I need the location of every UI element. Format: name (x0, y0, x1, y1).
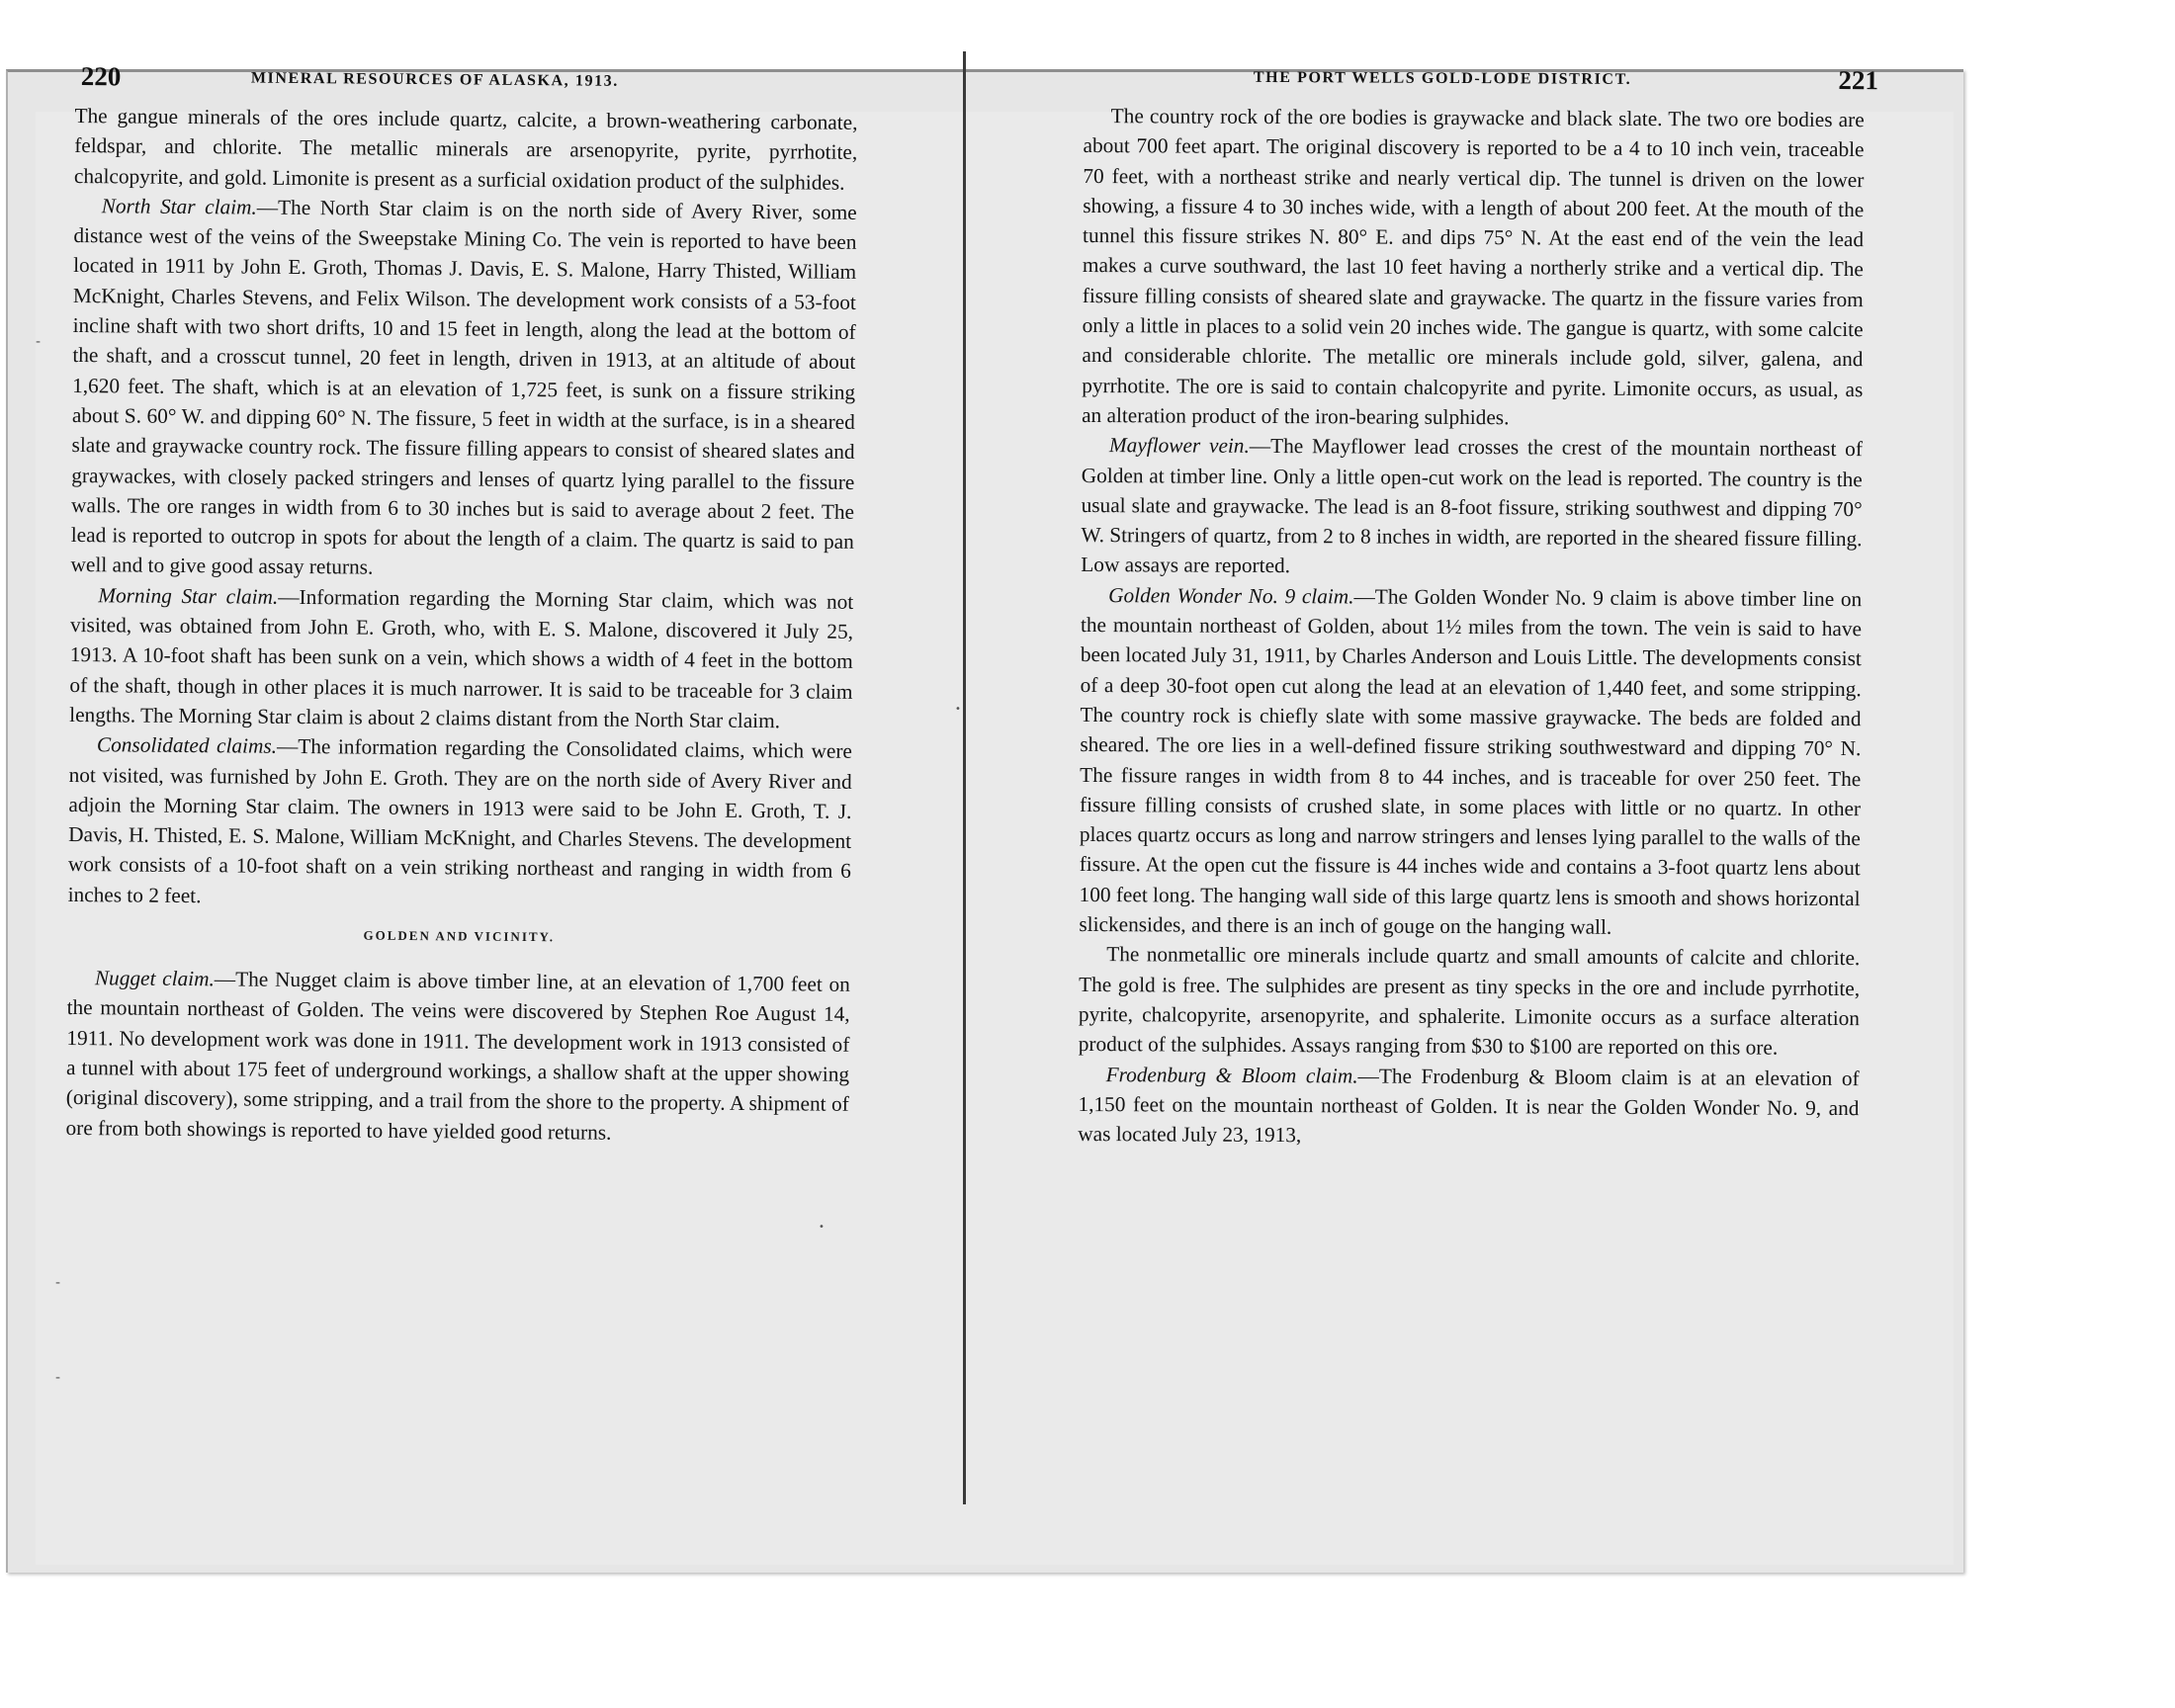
claim-text: —The North Star claim is on the north side of Avery River, some distance west of the veins of the Sweepstake Mining Co. The vein is reported to have been located in 1911 by John E. Groth, Thomas J. Davis, E. S. Malone, Harry Thisted, William McKnight, Charles Stevens, and Felix Wilson. The development work consists of a 53-foot incline shaft with two short drifts, 10 and 15 feet in length, along the lead at the bottom of the shaft, and a crosscut tunnel, 20 feet in length, driven in 1913, at an altitude of about 1,620 feet. The shaft, which is at an elevation of 1,725 feet, is sunk on a fissure striking about S. 60° W. and dipping 60° N. The fissure, 5 feet in width at the surface, is in a sheared slate and graywacke country rock. The fissure filling appears to consist of sheared slates and graywackes, with closely packed stringers and lenses of quartz lying parallel to the fissure walls. The ore ranges in width from 6 to 30 inches but is said to average about 2 feet. The lead is reported to outcrop in spots for about the length of a claim. The quartz is said to pan well and to give good assay returns. (70, 195, 857, 580)
claim-text: —The Frodenburg & Bloom claim is at an elevation of 1,150 feet on the mountain northeast of Golden. It is near the Golden Wonder No. 9, and was located July 23, 1913, (1078, 1063, 1860, 1148)
section-heading: GOLDEN AND VICINITY. (363, 927, 556, 945)
running-title: THE PORT WELLS GOLD-LODE DISTRICT. (1253, 68, 1632, 88)
claim-text: —The information regarding the Consolidated claims, which were not visited, was furnished by John E. Groth. They are on the north side of Avery River and adjoin the Morning Star claim. The owners in 1913 were said to be John E. Groth, T. J. Davis, H. Thisted, E. S. Malone, William McKnight, and Charles Stevens. The development work consists of a 10-foot shaft on a vein striking northeast and ranging in width from 6 inches to 2 feet. (67, 734, 853, 907)
running-title: MINERAL RESOURCES OF ALASKA, 1913. (250, 69, 620, 90)
claim-text: —The Nugget claim is above timber line, at an elevation of 1,700 feet on the mountain northeast of Golden. The veins were discovered by Stephen Roe August 14, 1911. No development work was done in 1911. The development work in 1913 consisted of a tunnel with about 175 feet of underground workings, a shallow shaft at the upper showing (original discovery), some stripping, and a trail from the shore to the property. A shipment of ore from both showings is reported to have yielded good returns. (65, 967, 851, 1145)
paragraph-nugget (65, 963, 850, 1150)
claim-title: North Star claim. (101, 194, 257, 219)
right-page-header (1084, 61, 1878, 105)
paragraph-consolidated (68, 729, 853, 916)
claim-text: —The Mayflower lead crosses the crest of the mountain northeast of Golden at timber line. Only a little open-cut work on the lead is reported. The country is the usual slate and graywacke. The lead is an 8-foot fissure, striking southwest and dipping 70° W. Stringers of quartz, from 2 to 8 inches in width, are reported in the sheared fissure filling. Low assays are reported. (1081, 434, 1864, 578)
paragraph-morning-star (69, 580, 853, 736)
paragraph-nonmetallic: The nonmetallic ore minerals include quartz and small amounts of calcite and chlorite. The gold is free. The sulphides are present as tiny specks in the ore and include pyrrhotite, pyrite, chalcopyrite, arsenopyrite, and sphalerite. Limonite occurs as a surface alteration product of the sulphides. Assays ranging from $30 to $100 are reported on this ore. (1078, 942, 1861, 1060)
paragraph-gangue-minerals: The gangue minerals of the ores include quartz, calcite, a brown-weathering carbonate, feldspar, and chlorite. The metallic minerals are arsenopyrite, pyrite, pyrrhotite, chalcopyrite, and gold. Limonite is present as a surficial oxidation product of the sulphides. (73, 103, 858, 195)
claim-title: Nugget claim. (94, 966, 215, 991)
margin-mark: • (955, 704, 961, 715)
claim-text: —Information regarding the Morning Star claim, which was not visited, was obtained from John E. Groth, who, with E. S. Malone, discovered it July 25, 1913. A 10-foot shaft has been sunk on a vein, which shows a width of 4 feet in the bottom of the shaft, though in other places it is much narrower. It is said to be traceable for 3 claim lengths. The Morning Star claim is about 2 claims distant from the North Star claim. (69, 584, 854, 733)
claim-title: Mayflower vein. (1108, 433, 1250, 459)
claim-title: Morning Star claim. (98, 582, 279, 609)
left-page-header (75, 61, 858, 108)
margin-mark: - (55, 1275, 61, 1291)
margin-mark: - (36, 334, 42, 350)
paragraph-mayflower (1081, 430, 1863, 584)
claim-title: Frodenburg & Bloom claim. (1105, 1062, 1358, 1087)
claim-title: Consolidated claims. (96, 732, 278, 759)
page-gutter (963, 51, 966, 1504)
paragraph-frodenburg (1078, 1059, 1859, 1153)
margin-mark: • (819, 1222, 825, 1233)
right-page (1078, 61, 1878, 1153)
paragraph-golden-wonder (1079, 580, 1862, 944)
left-page (65, 61, 858, 1150)
claim-text: —The Golden Wonder No. 9 claim is above timber line on the mountain northeast of Golden, about 1½ miles from the town. The vein is said to have been located July 31, 1911, by Charles Anderson and Louis Little. The developments consist of a deep 30-foot open cut along the lead at an elevation of 1,440 feet, and some stripping. The country rock is chiefly slate with some massive graywacke. The beds are folded and sheared. The ore lies in a well-defined fissure striking southwestward and dipping 70° N. The fissure ranges in width from 8 to 44 inches, and is traceable for over 250 feet. The fissure filling consists of crushed slate, in some places with little or no quartz. In other places quartz occurs as long and narrow stringers and lenses lying parallel to the walls of the fissure. At the open cut the fissure is 44 inches wide and contains a 3-foot quartz lens about 100 feet long. The hanging wall side of this large quartz lens is smooth and shows horizontal slickensides, and there is an inch of gouge on the hanging wall. (1079, 584, 1863, 939)
paragraph-north-star (70, 191, 856, 587)
margin-mark: - (55, 1370, 61, 1386)
page-number: 221 (1838, 64, 1878, 96)
claim-title: Golden Wonder No. 9 claim. (1108, 582, 1354, 609)
page-number: 220 (80, 61, 122, 92)
paragraph-country-rock: The country rock of the ore bodies is graywacke and black slate. The two ore bodies are about 700 feet apart. The original discovery is reported to be a 4 to 10 inch vein, traceable 70 feet, with a northeast strike and nearly vertical dip. The tunnel is driven on the lower showing, a fissure 4 to 30 inches wide, with a length of about 200 feet. At the mouth of the tunnel this fissure strikes N. 80° E. and dips 75° N. At the east end of the vein the lead makes a curve southward, the last 10 feet having a northerly strike and a vertical dip. The fissure filling consists of sheared slate and graywacke. The quartz in the fissure varies from only a little in places to a solid vein 20 inches wide. The gangue is quartz, with some calcite and considerable chlorite. The metallic ore minerals include gold, silver, galena, and pyrrhotite. The ore is said to contain chalcopyrite and pyrite. Limonite occurs, as usual, as an alteration product of the iron-bearing sulphides. (1082, 104, 1865, 430)
